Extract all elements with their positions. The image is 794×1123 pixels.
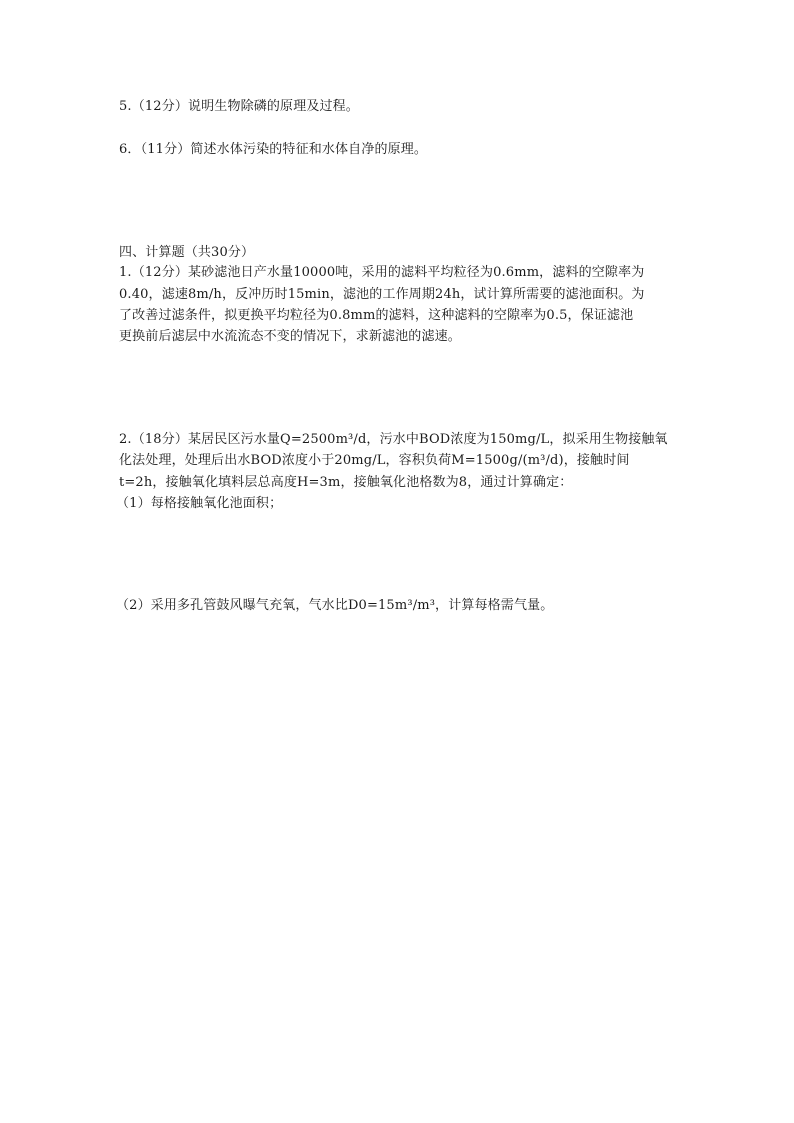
calc-question-2-sub-1: （1）每格接触氧化池面积； — [116, 496, 283, 511]
question-6: 6．（11分）简述水体污染的特征和水体自净的原理。 — [119, 142, 428, 157]
calc-question-2-line: 2.（18分）某居民区污水量Q=2500m³/d，污水中BOD浓度为150mg/L，拟采用生物接触氧 — [119, 432, 668, 447]
calc-question-1-line: 0.40，滤速8m/h，反冲历时15min，滤池的工作周期24h，试计算所需要的滤池面积。为 — [119, 287, 645, 302]
question-5: 5.（12分）说明生物除磷的原理及过程。 — [119, 99, 359, 114]
calc-question-1-line: 更换前后滤层中水流流态不变的情况下，求新滤池的滤速。 — [119, 329, 461, 344]
calc-question-1-line: 了改善过滤条件，拟更换平均粒径为0.8mm的滤料，这种滤料的空隙率为0.5，保证滤池 — [119, 308, 634, 323]
calc-question-2-sub-2: （2）采用多孔管鼓风曝气充氧，气水比D0=15m³/m³，计算每格需气量。 — [116, 598, 554, 613]
calc-question-1-line: 1.（12分）某砂滤池日产水量10000吨，采用的滤料平均粒径为0.6mm，滤料的空隙率为 — [119, 265, 645, 280]
calc-question-2-line: t=2h，接触氧化填料层总高度H=3m，接触氧化池格数为8，通过计算确定： — [119, 475, 573, 490]
calc-question-2-line: 化法处理，处理后出水BOD浓度小于20mg/L，容积负荷M=1500g/(m³/d)，接触时间 — [119, 453, 630, 468]
section-heading: 四、计算题（共30分） — [119, 245, 255, 260]
